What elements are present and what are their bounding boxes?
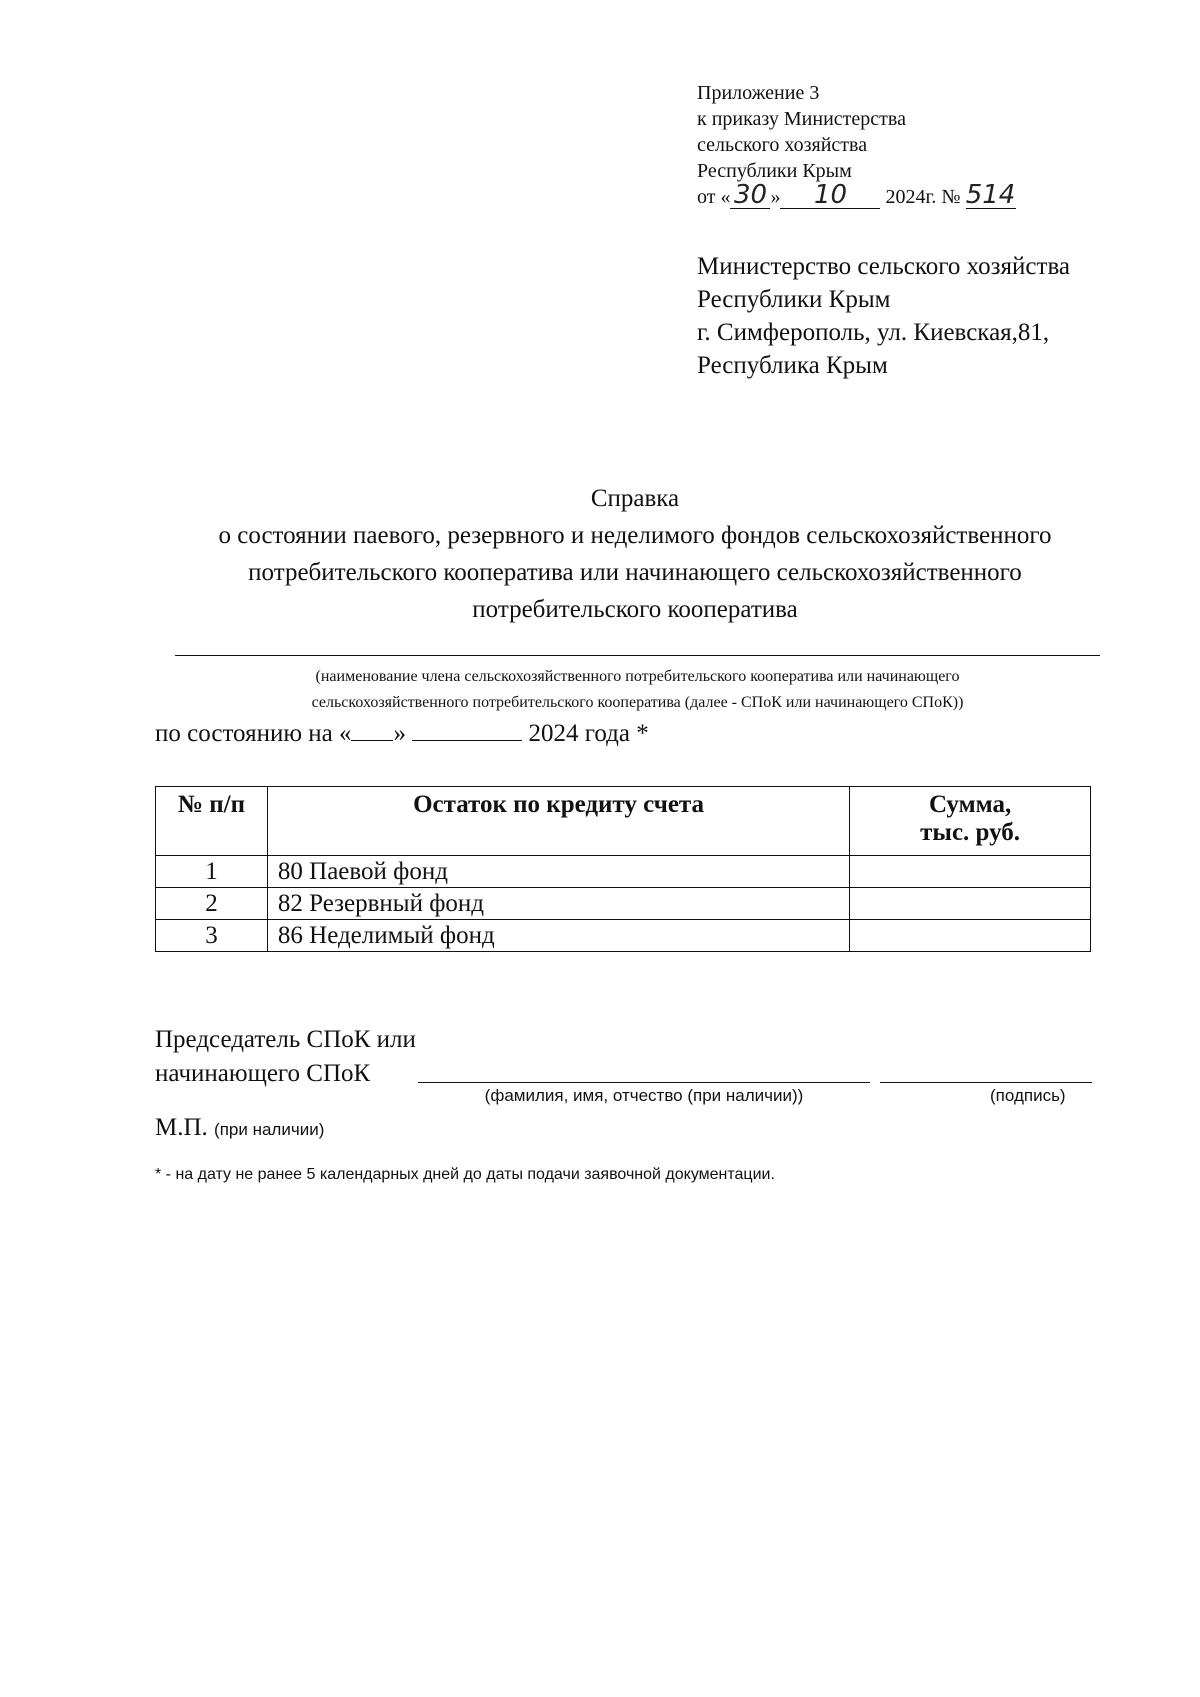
address-line-1: Министерство сельского хозяйства (697, 253, 1071, 280)
row-sum-cell[interactable] (850, 856, 1091, 888)
title-line-3: потребительского кооператива (472, 596, 798, 623)
funds-table (155, 786, 1091, 952)
name-caption-line-2: сельскохозяйственного потребительского кооператива (далее - СПоК или начинающего СПоК)) (311, 694, 964, 711)
title-line-2: потребительского кооператива или начинающего сельскохозяйственного (248, 559, 1022, 586)
annex-line-1: Приложение 3 (697, 82, 820, 104)
addressee-block (697, 250, 1070, 382)
annex-header (697, 80, 1016, 210)
as-of-date-line (155, 720, 649, 748)
as-of-month-field[interactable] (412, 720, 522, 741)
signature-field[interactable] (880, 1082, 1092, 1083)
table-row (156, 888, 1091, 920)
as-of-quote-close: » (393, 720, 406, 747)
row-num: 2 (156, 888, 268, 920)
annex-month: 10 (813, 180, 848, 210)
annex-line-2: к приказу Министерства (697, 108, 906, 130)
annex-quote-close: » (770, 186, 781, 208)
annex-year-text: 2024г. № (885, 186, 961, 208)
row-account: 82 Резервный фонд (267, 888, 849, 920)
full-name-caption: (фамилия, имя, отчество (при наличии)) (484, 1086, 804, 1105)
annex-order-number: 514 (965, 180, 1016, 210)
footnote: * - на дату не ранее 5 календарных дней до даты подачи заявочной документации. (155, 1166, 775, 1183)
header-sum (850, 787, 1091, 856)
document-title (150, 480, 1120, 628)
header-num: № п/п (156, 787, 268, 856)
cooperative-name-caption (175, 664, 1100, 716)
title-heading: Справка (590, 485, 680, 512)
stamp-label: М.П. (155, 1114, 208, 1141)
as-of-suffix: 2024 года * (528, 720, 649, 747)
table-row (156, 920, 1091, 952)
name-caption-line-1: (наименование члена сельскохозяйственного потребительского кооператива или начинающего (315, 668, 960, 685)
annex-day-field (730, 180, 770, 210)
annex-month-field (780, 180, 880, 210)
annex-date-line (697, 180, 1016, 210)
row-account: 86 Неделимый фонд (267, 920, 849, 952)
stamp-place (155, 1114, 324, 1142)
annex-day: 30 (733, 180, 768, 210)
row-num: 3 (156, 920, 268, 952)
header-sum-line-1: Сумма, (928, 791, 1012, 818)
row-account: 80 Паевой фонд (267, 856, 849, 888)
annex-order-field (965, 180, 1016, 210)
signature-title-line-1: Председатель СПоК или (155, 1026, 416, 1053)
table-header-row (156, 787, 1091, 856)
as-of-prefix: по состоянию на « (155, 720, 352, 747)
header-sum-line-2: тыс. руб. (920, 819, 1021, 846)
full-name-field[interactable] (418, 1082, 870, 1083)
signature-caption: (подпись) (990, 1086, 1066, 1105)
as-of-day-field[interactable] (351, 720, 393, 741)
row-num: 1 (156, 856, 268, 888)
annex-line-4: Республики Крым (697, 160, 852, 182)
cooperative-name-field[interactable] (175, 655, 1100, 656)
signature-title-line-2: начинающего СПоК (155, 1060, 371, 1087)
table-row (156, 856, 1091, 888)
address-line-2: Республики Крым (697, 286, 891, 313)
signature-block (155, 1023, 416, 1091)
row-sum-cell[interactable] (850, 888, 1091, 920)
address-line-3: г. Симферополь, ул. Киевская,81, (697, 319, 1050, 346)
header-account: Остаток по кредиту счета (267, 787, 849, 856)
address-line-4: Республика Крым (697, 352, 888, 379)
stamp-note: (при наличии) (214, 1120, 325, 1139)
annex-line-3: сельского хозяйства (697, 134, 868, 156)
annex-date-prefix: от « (697, 186, 731, 208)
title-line-1: о состоянии паевого, резервного и неделимого фондов сельскохозяйственного (218, 522, 1052, 549)
row-sum-cell[interactable] (850, 920, 1091, 952)
